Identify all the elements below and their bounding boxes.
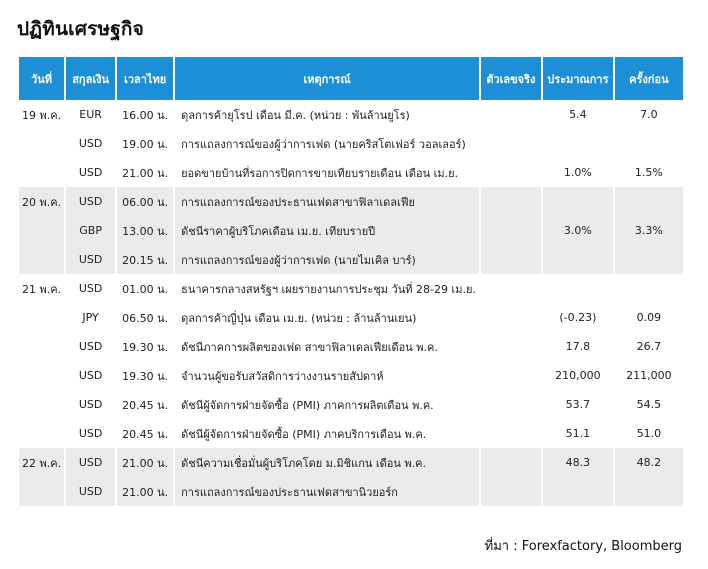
row-currency: USD — [66, 187, 115, 216]
table-row — [19, 332, 683, 361]
row-time: 19.30 น. — [122, 340, 169, 354]
row-currency: USD — [78, 166, 103, 179]
row-actual — [481, 332, 541, 361]
row-date: 21 พ.ค. — [22, 282, 62, 296]
header-time: เวลาไทย — [117, 57, 173, 100]
row-time: 20.45 น. — [122, 427, 169, 441]
row-forecast — [543, 129, 613, 158]
row-event: ธนาคารกลางสหรัฐฯ เผยรายงานการประชุม วันที่ 28-29 เม.ย. — [181, 282, 476, 296]
row-forecast: (-0.23) — [559, 311, 597, 324]
row-event: การแถลงการณ์ของประธานเฟดสาขานิวยอร์ก — [175, 477, 479, 506]
row-date — [19, 477, 64, 506]
table-row — [19, 361, 683, 390]
row-previous: 1.5% — [634, 166, 663, 179]
row-actual — [481, 216, 541, 245]
row-currency: USD — [78, 137, 103, 150]
table-row — [19, 187, 683, 216]
table-header-row — [19, 57, 683, 100]
row-event: การแถลงการณ์ของผู้ว่าการเฟด (นายไมเคิล บาร์) — [175, 245, 479, 274]
row-forecast: 53.7 — [565, 398, 591, 411]
header-event: เหตุการณ์ — [175, 57, 479, 100]
row-currency: USD — [66, 245, 115, 274]
row-event: ยอดขายบ้านที่รอการปิดการขายเทียบรายเดือน เดือน เม.ย. — [181, 166, 459, 180]
table-row — [19, 216, 683, 245]
row-actual — [481, 361, 541, 390]
row-forecast — [543, 245, 613, 274]
row-currency: USD — [78, 340, 103, 353]
row-currency: USD — [78, 398, 103, 411]
row-currency: JPY — [82, 311, 99, 324]
header-forecast: ประมาณการ — [543, 57, 613, 100]
row-currency: USD — [66, 477, 115, 506]
row-actual — [481, 477, 541, 506]
row-currency: USD — [78, 427, 103, 440]
row-previous: 48.2 — [615, 448, 683, 477]
row-previous — [615, 477, 683, 506]
row-previous — [615, 129, 683, 158]
row-event: ดัชนีผู้จัดการฝ่ายจัดซื้อ (PMI) ภาคบริการเดือน พ.ค. — [181, 427, 427, 441]
row-date — [19, 303, 64, 332]
row-event: ดุลการค้ายุโรป เดือน มี.ค. (หน่วย : พันล้านยูโร) — [181, 108, 410, 122]
row-time: 20.15 น. — [117, 245, 173, 274]
row-time: 01.00 น. — [122, 282, 169, 296]
row-forecast: 17.8 — [565, 340, 591, 353]
row-event: ดัชนีภาคการผลิตของเฟด สาขาฟิลาเดลเฟียเดือน พ.ค. — [181, 340, 438, 354]
table-row — [19, 274, 683, 303]
row-date — [19, 216, 64, 245]
row-actual — [481, 274, 541, 303]
row-actual — [481, 448, 541, 477]
row-date — [19, 245, 64, 274]
table-row — [19, 158, 683, 187]
row-date — [19, 419, 64, 448]
row-previous: 211,000 — [626, 369, 672, 382]
row-date — [19, 390, 64, 419]
table-row — [19, 245, 683, 274]
header-actual: ตัวเลขจริง — [481, 57, 541, 100]
row-currency: GBP — [66, 216, 115, 245]
row-date — [19, 361, 64, 390]
row-time: 20.45 น. — [122, 398, 169, 412]
table-row — [19, 448, 683, 477]
row-event: ดัชนีผู้จัดการฝ่ายจัดซื้อ (PMI) ภาคการผลิตเดือน พ.ค. — [181, 398, 434, 412]
row-time: 21.00 น. — [122, 166, 169, 180]
row-previous: 0.09 — [636, 311, 662, 324]
row-actual — [481, 419, 541, 448]
row-event: ดัชนีราคาผู้บริโภคเดือน เม.ย. เทียบรายปี — [175, 216, 479, 245]
header-date: วันที่ — [19, 57, 64, 100]
row-actual — [481, 245, 541, 274]
row-event: การแถลงการณ์ของประธานเฟดสาขาฟิลาเดลเฟีย — [175, 187, 479, 216]
row-previous: 3.3% — [615, 216, 683, 245]
row-time: 21.00 น. — [117, 477, 173, 506]
row-forecast: 51.1 — [565, 427, 591, 440]
row-time: 19.00 น. — [122, 137, 169, 151]
row-event: ดุลการค้าญี่ปุ่น เดือน เม.ย. (หน่วย : ล้านล้านเยน) — [181, 311, 417, 325]
row-forecast — [543, 477, 613, 506]
row-previous: 54.5 — [636, 398, 662, 411]
row-previous: 51.0 — [636, 427, 662, 440]
row-previous — [615, 187, 683, 216]
row-date — [19, 129, 64, 158]
row-time: 19.30 น. — [122, 369, 169, 383]
table-row — [19, 477, 683, 506]
row-actual — [481, 303, 541, 332]
row-actual — [481, 158, 541, 187]
row-forecast — [543, 274, 613, 303]
row-forecast: 5.4 — [569, 108, 587, 121]
row-currency: EUR — [79, 108, 102, 121]
row-actual — [481, 187, 541, 216]
row-time: 16.00 น. — [122, 108, 169, 122]
row-event: การแถลงการณ์ของผู้ว่าการเฟด (นายคริสโตเฟอร์ วอลเลอร์) — [181, 137, 466, 151]
row-event: จำนวนผู้ขอรับสวัสดิการว่างงานรายสัปดาห์ — [181, 369, 384, 383]
row-previous — [615, 274, 683, 303]
row-currency: USD — [66, 448, 115, 477]
row-date — [19, 332, 64, 361]
table-row — [19, 303, 683, 332]
row-time: 06.50 น. — [122, 311, 169, 325]
page-title: ปฏิทินเศรษฐกิจ — [17, 18, 144, 40]
source-note: ที่มา : Forexfactory, Bloomberg — [484, 539, 682, 554]
table-row — [19, 100, 683, 129]
row-time: 06.00 น. — [117, 187, 173, 216]
row-date: 19 พ.ค. — [22, 108, 62, 122]
row-event: ดัชนีความเชื่อมั่นผู้บริโภคโดย ม.มิชิแกน เดือน พ.ค. — [175, 448, 479, 477]
table-row — [19, 419, 683, 448]
row-time: 21.00 น. — [117, 448, 173, 477]
table-row — [19, 390, 683, 419]
row-previous — [615, 245, 683, 274]
row-currency: USD — [78, 369, 103, 382]
row-previous: 7.0 — [640, 108, 658, 121]
table-row — [19, 129, 683, 158]
row-actual — [481, 390, 541, 419]
row-forecast: 1.0% — [563, 166, 592, 179]
row-time: 13.00 น. — [117, 216, 173, 245]
row-currency: USD — [78, 282, 103, 295]
row-forecast: 210,000 — [555, 369, 601, 382]
row-date: 20 พ.ค. — [19, 187, 64, 216]
header-previous: ครั้งก่อน — [615, 57, 683, 100]
row-previous: 26.7 — [636, 340, 662, 353]
header-currency: สกุลเงิน — [66, 57, 115, 100]
row-forecast: 3.0% — [543, 216, 613, 245]
row-actual — [481, 100, 541, 129]
row-forecast: 48.3 — [543, 448, 613, 477]
row-actual — [481, 129, 541, 158]
economic-calendar-table — [17, 57, 685, 506]
row-date — [19, 158, 64, 187]
row-forecast — [543, 187, 613, 216]
row-date: 22 พ.ค. — [19, 448, 64, 477]
